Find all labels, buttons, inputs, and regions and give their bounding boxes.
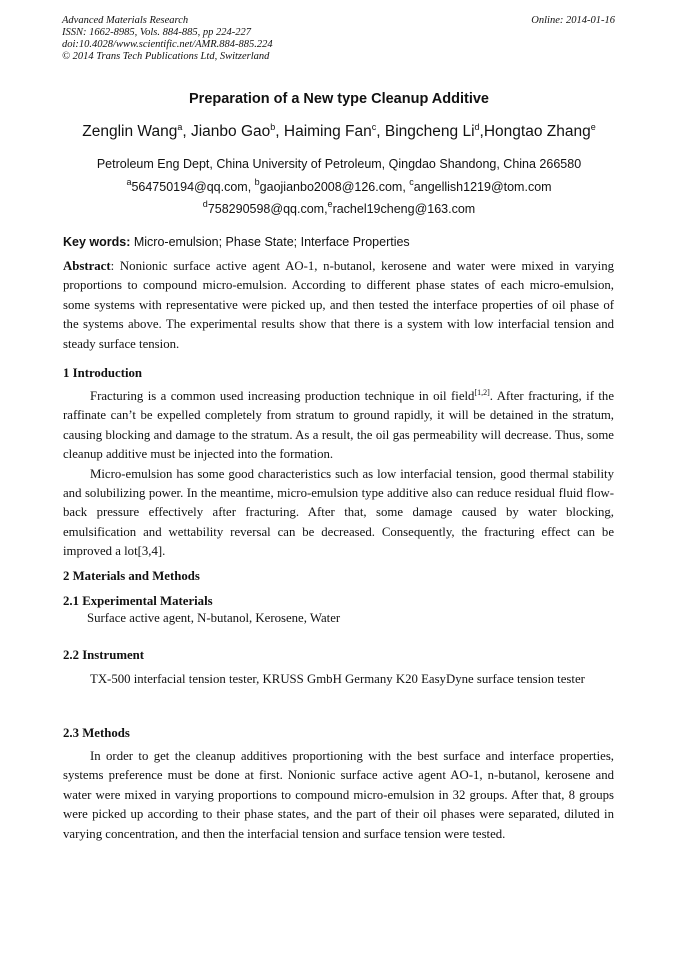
author-name: Zenglin Wang: [82, 123, 178, 140]
email-a[interactable]: 564750194@qq.com: [131, 180, 248, 194]
author-name: Hongtao Zhang: [483, 123, 591, 140]
email-d[interactable]: 758290598@qq.com: [207, 202, 325, 216]
subsection-heading-materials: 2.1 Experimental Materials: [63, 594, 213, 608]
intro-paragraph-1: [63, 387, 614, 465]
email-line-1: $^a$564750194@qq.com, $^b$gaojianbo2008@126.com, $^c$angellish1219@tom.com: [126, 177, 552, 194]
email-e[interactable]: rachel19cheng@163.com: [332, 202, 476, 216]
email-b[interactable]: gaojianbo2008@126.com: [259, 180, 403, 194]
author-separator: ,: [479, 123, 484, 140]
intro-p1-text-cont: . After fracturing, if the raffinate can’t be expelled completely from stratum to ground rapidly, it will be detained in the stratum, causing blocking and damage to the stratum. As a result, the oil gas permeability will decrease. Thus, some cleanup additive must be injected into the formation.: [63, 389, 614, 462]
author-name: Bingcheng Li: [384, 123, 475, 140]
paper-title: Preparation of a New type Cleanup Additive: [189, 91, 489, 107]
subsection-heading-instrument: 2.2 Instrument: [63, 648, 145, 662]
author-sup: d: [474, 122, 480, 132]
materials-text: Surface active agent, N-butanol, Kerosene, Water: [87, 611, 341, 625]
section-heading-introduction: 1 Introduction: [63, 366, 143, 380]
email-line-2: $^d$758290598@qq.com,$^e$rachel19cheng@163.com: [202, 199, 476, 216]
doi-line: doi:10.4028/www.scientific.net/AMR.884-885.224: [62, 39, 273, 50]
author-separator: ,: [376, 123, 385, 140]
author-sup: b: [270, 122, 276, 132]
author-sup: c: [371, 122, 377, 132]
abstract: [63, 257, 614, 354]
author-separator: ,: [275, 123, 284, 140]
email-c[interactable]: angellish1219@tom.com: [413, 180, 552, 194]
intro-paragraph-2: Micro-emulsion has some good characteristics such as low interfacial tension, good thermal stability and solubilizing power. In the meantime, micro-emulsion type additive also can reduce residual fluid flow-back pressure effectively after fracturing. After that, some damage caused by water blocking, emulsification and wettability reversal can be decreased. Consequently, the fracturing effect can be improved a lot[3,4].: [63, 466, 614, 559]
introduction-body: [63, 387, 614, 562]
author-name: Jianbo Gao: [190, 123, 271, 140]
instrument-text: TX-500 interfacial tension tester, KRUSS GmbH Germany K20 EasyDyne surface tension tester: [90, 672, 585, 686]
author-name: Haiming Fan: [283, 123, 372, 140]
copyright-line: © 2014 Trans Tech Publications Ltd, Switzerland: [62, 51, 270, 62]
instrument-body: [63, 670, 614, 689]
keywords-text: Micro-emulsion; Phase State; Interface Properties: [130, 235, 410, 249]
author-sup: a: [177, 122, 183, 132]
keywords: [63, 235, 410, 249]
methods-body: [63, 747, 614, 844]
journal-name: Advanced Materials Research: [62, 15, 189, 26]
citation: [1,2]: [474, 388, 490, 397]
author-separator: ,: [182, 123, 191, 140]
author-list: [0, 123, 678, 141]
abstract-label: Abstract: [63, 259, 111, 273]
keywords-label: Key words:: [63, 235, 131, 249]
subsection-heading-methods: 2.3 Methods: [63, 726, 130, 740]
author-sup: e: [590, 122, 596, 132]
online-date: Online: 2014-01-16: [531, 15, 615, 26]
abstract-text: : Nonionic surface active agent AO-1, n-butanol, kerosene and water were mixed in varying proportions to compound micro-emulsion. According to different phase states of each micro-emulsion, some systems with representative were picked up, and then tested the interface properties of oil phase of the systems above. The experimental results show that there is a system with low interfacial tension and steady surface tension.: [63, 259, 614, 351]
section-heading-materials: 2 Materials and Methods: [63, 569, 200, 583]
intro-p1-text: Fracturing is a common used increasing production technique in oil field: [90, 389, 475, 403]
methods-text: In order to get the cleanup additives proportioning with the best surface and interface properties, systems preference must be done at first. Nonionic surface active agent AO-1, n-butanol, kerosene and water were mixed in varying proportions to compound micro-emulsion in 32 groups. After that, 8 groups were picked up according to their phase states, and the part of their oil phases were separated, diluted in varying concentration, and then the interfacial tension and surface tension were tested.: [63, 749, 614, 841]
affiliation: Petroleum Eng Dept, China University of Petroleum, Qingdao Shandong, China 266580: [96, 157, 582, 171]
issn-line: ISSN: 1662-8985, Vols. 884-885, pp 224-227: [62, 27, 251, 38]
journal-header: [62, 15, 273, 63]
